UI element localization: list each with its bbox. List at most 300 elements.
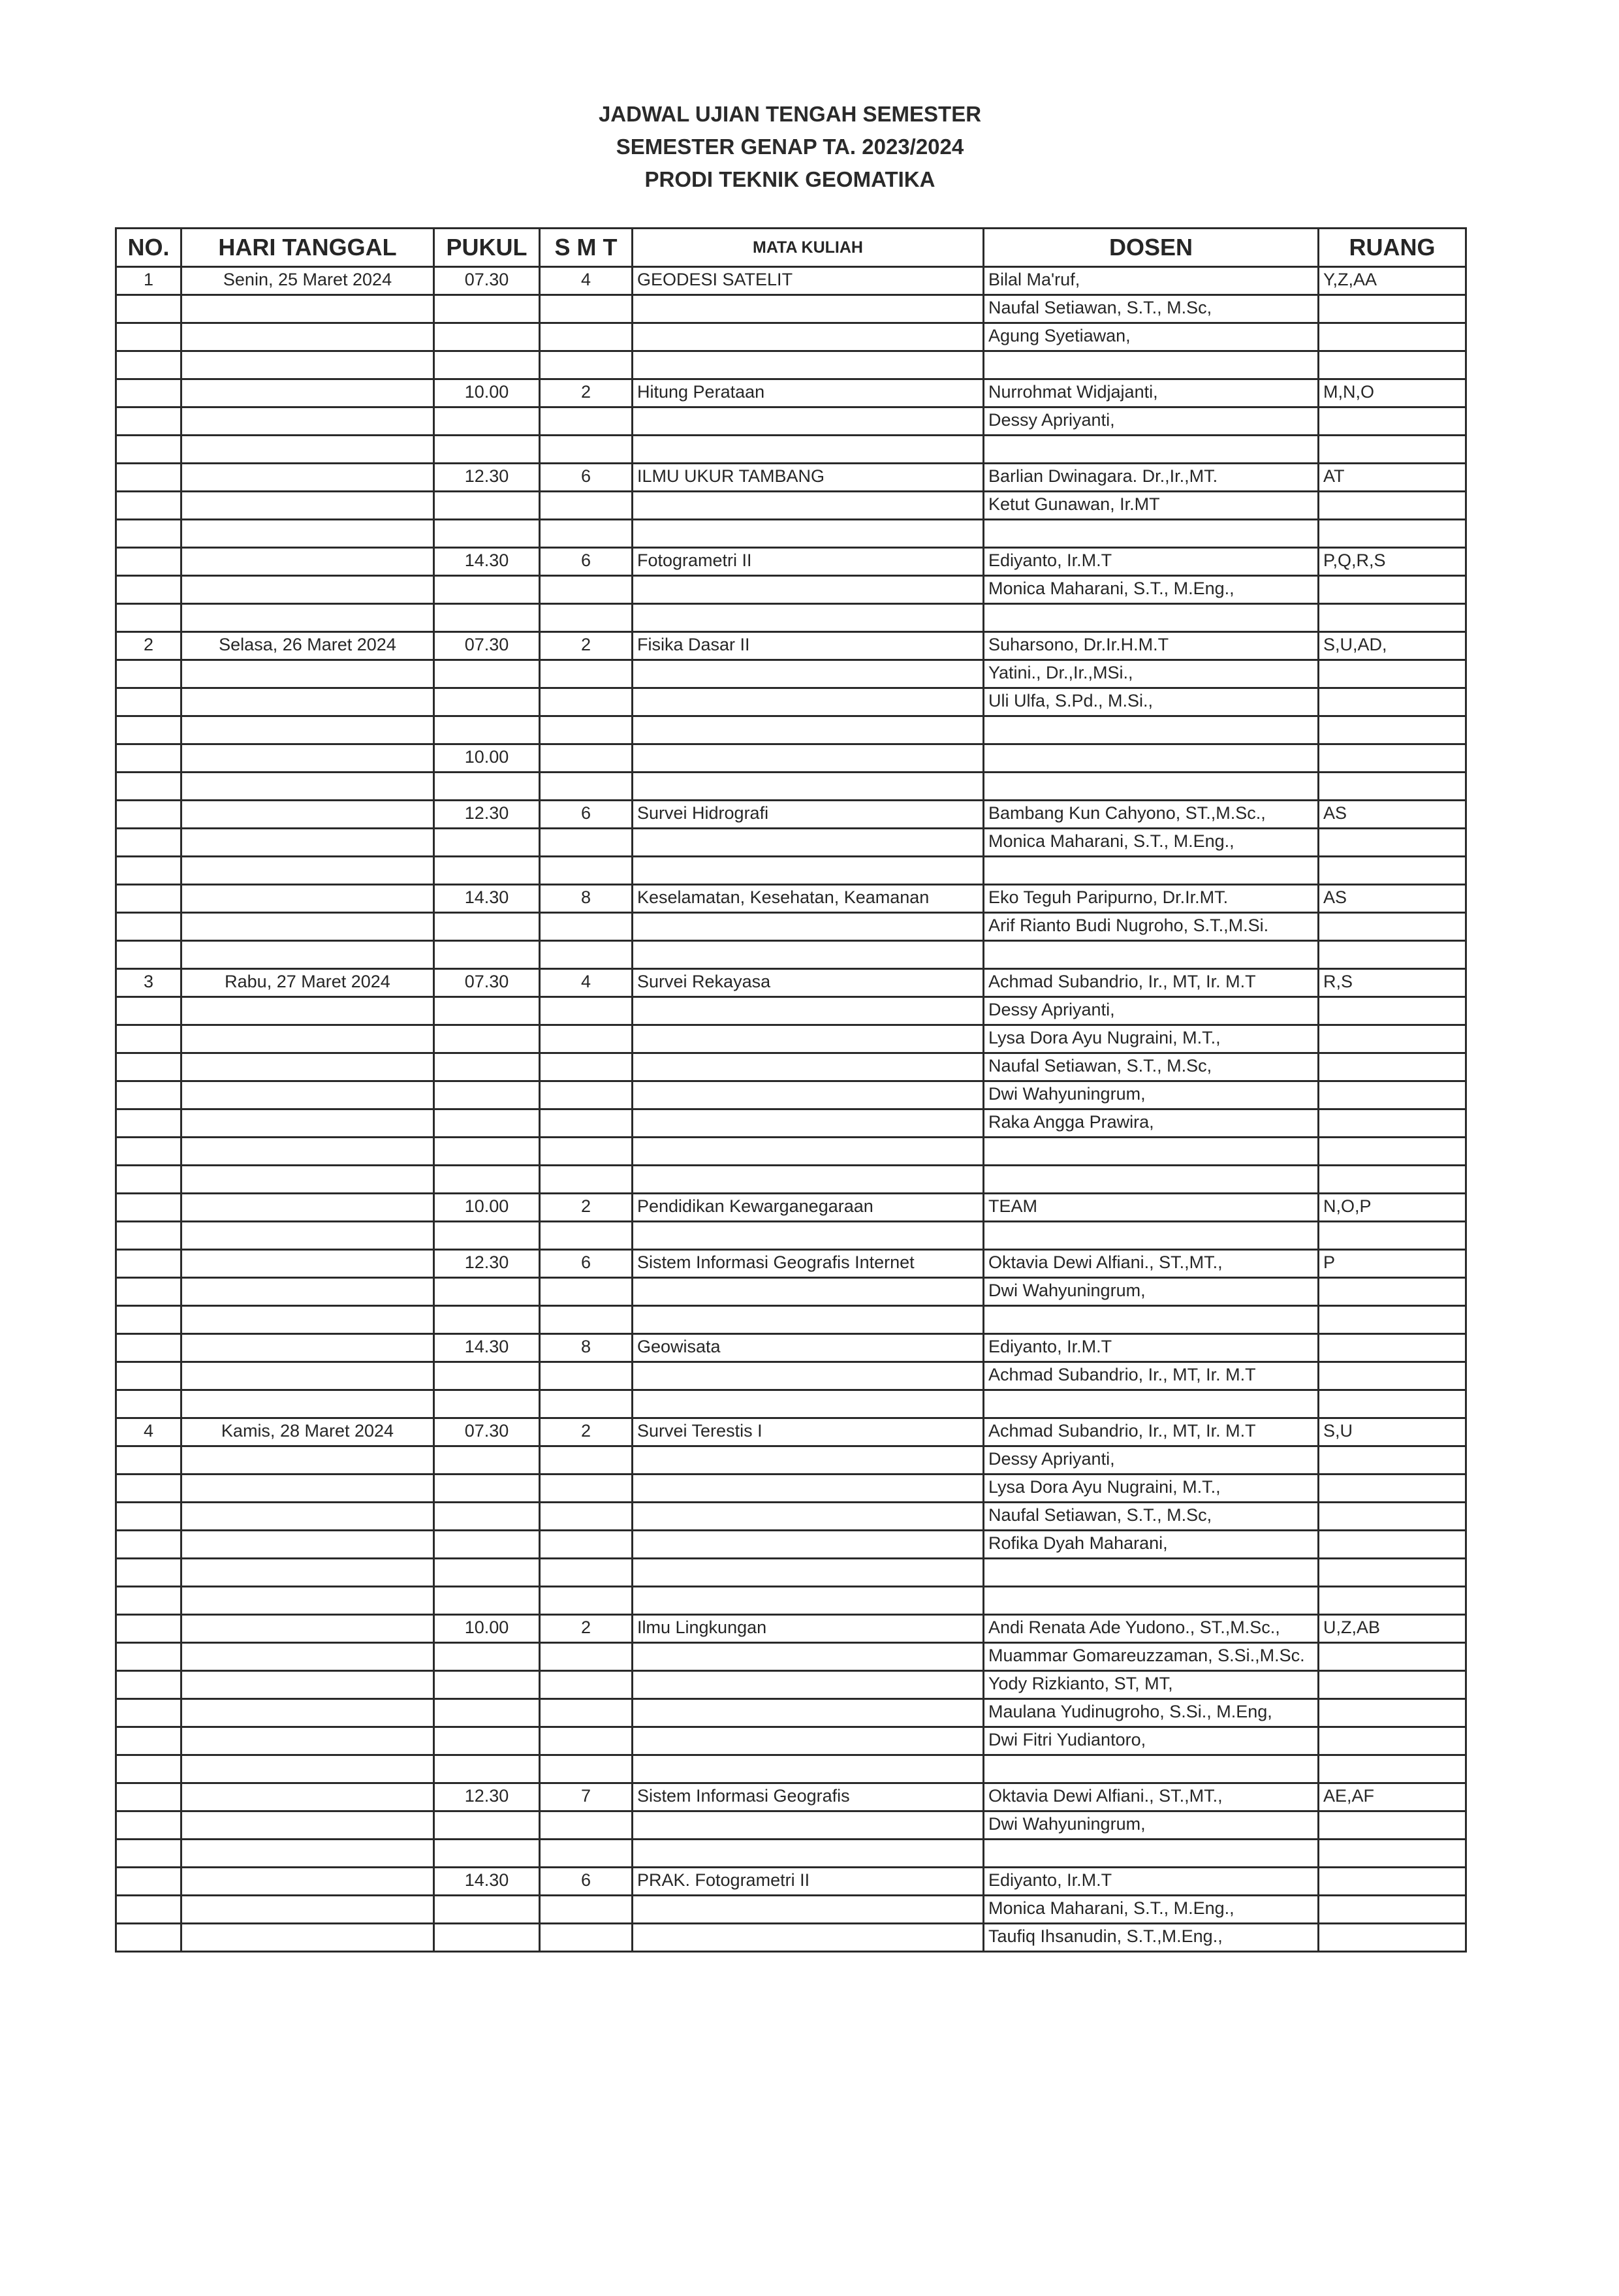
cell-pukul — [434, 1446, 540, 1475]
table-row — [116, 1306, 1466, 1334]
cell-pukul — [434, 1166, 540, 1194]
cell-dosen — [984, 351, 1319, 379]
cell-dosen: Arif Rianto Budi Nugroho, S.T.,M.Si. — [984, 913, 1319, 941]
cell-ruang: AS — [1319, 801, 1466, 829]
cell-pukul: 07.30 — [434, 632, 540, 660]
cell-mata-kuliah: Survei Rekayasa — [633, 969, 984, 997]
table-row — [116, 1727, 1466, 1755]
table-row — [116, 1531, 1466, 1559]
cell-ruang — [1319, 576, 1466, 604]
cell-smt — [540, 1138, 633, 1166]
cell-smt — [540, 1222, 633, 1250]
table-row — [116, 1783, 1466, 1811]
cell-dosen — [984, 1166, 1319, 1194]
cell-no — [116, 1475, 181, 1503]
table-row — [116, 1166, 1466, 1194]
cell-smt — [540, 576, 633, 604]
cell-mata-kuliah — [633, 1166, 984, 1194]
cell-no — [116, 1081, 181, 1109]
cell-mata-kuliah — [633, 436, 984, 464]
cell-mata-kuliah — [633, 1671, 984, 1699]
cell-hari-tanggal — [181, 1334, 434, 1362]
cell-dosen: Achmad Subandrio, Ir., MT, Ir. M.T — [984, 969, 1319, 997]
cell-ruang — [1319, 1755, 1466, 1783]
header-dosen: DOSEN — [984, 229, 1319, 267]
cell-mata-kuliah: Geowisata — [633, 1334, 984, 1362]
cell-ruang — [1319, 492, 1466, 520]
cell-smt — [540, 1924, 633, 1952]
table-row — [116, 1699, 1466, 1727]
table-row — [116, 407, 1466, 436]
cell-pukul — [434, 716, 540, 744]
cell-hari-tanggal — [181, 1643, 434, 1671]
cell-ruang — [1319, 1109, 1466, 1138]
cell-smt — [540, 1559, 633, 1587]
cell-pukul: 07.30 — [434, 969, 540, 997]
cell-no — [116, 464, 181, 492]
header-pukul: PUKUL — [434, 229, 540, 267]
cell-pukul: 14.30 — [434, 548, 540, 576]
table-row — [116, 1025, 1466, 1053]
cell-hari-tanggal — [181, 1671, 434, 1699]
cell-mata-kuliah — [633, 604, 984, 632]
header-hari-tanggal: HARI TANGGAL — [181, 229, 434, 267]
table-row — [116, 1896, 1466, 1924]
cell-dosen — [984, 716, 1319, 744]
cell-pukul — [434, 520, 540, 548]
cell-pukul — [434, 1081, 540, 1109]
cell-dosen: Andi Renata Ade Yudono., ST.,M.Sc., — [984, 1615, 1319, 1643]
cell-hari-tanggal — [181, 829, 434, 857]
cell-hari-tanggal — [181, 1166, 434, 1194]
table-row — [116, 801, 1466, 829]
cell-dosen: Muammar Gomareuzzaman, S.Si.,M.Sc. — [984, 1643, 1319, 1671]
cell-no — [116, 1811, 181, 1840]
cell-pukul — [434, 1362, 540, 1390]
cell-pukul — [434, 323, 540, 351]
cell-hari-tanggal — [181, 1362, 434, 1390]
cell-no — [116, 295, 181, 323]
cell-hari-tanggal — [181, 1783, 434, 1811]
cell-no — [116, 1896, 181, 1924]
cell-no — [116, 801, 181, 829]
cell-hari-tanggal — [181, 1755, 434, 1783]
cell-mata-kuliah — [633, 773, 984, 801]
cell-hari-tanggal — [181, 1025, 434, 1053]
cell-mata-kuliah — [633, 1306, 984, 1334]
cell-dosen: Oktavia Dewi Alfiani., ST.,MT., — [984, 1250, 1319, 1278]
cell-mata-kuliah: Keselamatan, Kesehatan, Keamanan — [633, 885, 984, 913]
cell-ruang — [1319, 941, 1466, 969]
cell-ruang — [1319, 1587, 1466, 1615]
cell-smt: 6 — [540, 464, 633, 492]
cell-pukul — [434, 1896, 540, 1924]
cell-mata-kuliah — [633, 1475, 984, 1503]
cell-smt — [540, 1446, 633, 1475]
cell-mata-kuliah — [633, 1840, 984, 1868]
cell-ruang — [1319, 1868, 1466, 1896]
cell-no — [116, 1840, 181, 1868]
cell-hari-tanggal — [181, 801, 434, 829]
cell-smt: 6 — [540, 1250, 633, 1278]
cell-dosen — [984, 941, 1319, 969]
cell-hari-tanggal — [181, 520, 434, 548]
cell-hari-tanggal — [181, 716, 434, 744]
cell-smt — [540, 1166, 633, 1194]
cell-ruang — [1319, 1643, 1466, 1671]
cell-dosen — [984, 1559, 1319, 1587]
cell-mata-kuliah — [633, 1390, 984, 1418]
cell-no — [116, 1868, 181, 1896]
cell-dosen: Uli Ulfa, S.Pd., M.Si., — [984, 688, 1319, 716]
cell-no — [116, 1446, 181, 1475]
cell-ruang — [1319, 660, 1466, 688]
cell-pukul — [434, 1138, 540, 1166]
cell-smt — [540, 660, 633, 688]
cell-pukul — [434, 1053, 540, 1081]
cell-smt: 2 — [540, 632, 633, 660]
cell-no — [116, 407, 181, 436]
cell-mata-kuliah — [633, 660, 984, 688]
cell-hari-tanggal — [181, 688, 434, 716]
cell-ruang: U,Z,AB — [1319, 1615, 1466, 1643]
cell-smt — [540, 436, 633, 464]
cell-ruang — [1319, 351, 1466, 379]
cell-no — [116, 744, 181, 773]
cell-smt — [540, 1699, 633, 1727]
cell-no — [116, 1587, 181, 1615]
cell-hari-tanggal — [181, 1390, 434, 1418]
cell-ruang — [1319, 520, 1466, 548]
cell-hari-tanggal — [181, 1896, 434, 1924]
table-row — [116, 323, 1466, 351]
cell-pukul — [434, 997, 540, 1025]
cell-ruang — [1319, 829, 1466, 857]
cell-mata-kuliah: Ilmu Lingkungan — [633, 1615, 984, 1643]
cell-no — [116, 773, 181, 801]
cell-no — [116, 1783, 181, 1811]
cell-ruang — [1319, 323, 1466, 351]
cell-pukul — [434, 1924, 540, 1952]
cell-no — [116, 1615, 181, 1643]
cell-mata-kuliah — [633, 323, 984, 351]
cell-ruang — [1319, 1531, 1466, 1559]
cell-dosen — [984, 773, 1319, 801]
cell-smt — [540, 829, 633, 857]
cell-dosen: Achmad Subandrio, Ir., MT, Ir. M.T — [984, 1418, 1319, 1446]
cell-dosen — [984, 520, 1319, 548]
table-row — [116, 351, 1466, 379]
table-row — [116, 632, 1466, 660]
cell-ruang — [1319, 913, 1466, 941]
cell-mata-kuliah: Survei Hidrografi — [633, 801, 984, 829]
cell-pukul — [434, 1109, 540, 1138]
cell-pukul: 07.30 — [434, 267, 540, 295]
cell-mata-kuliah — [633, 913, 984, 941]
cell-dosen — [984, 604, 1319, 632]
cell-dosen: Agung Syetiawan, — [984, 323, 1319, 351]
cell-no — [116, 492, 181, 520]
cell-no — [116, 913, 181, 941]
cell-mata-kuliah — [633, 1531, 984, 1559]
table-row — [116, 885, 1466, 913]
table-row — [116, 1250, 1466, 1278]
cell-hari-tanggal — [181, 1811, 434, 1840]
cell-dosen — [984, 857, 1319, 885]
cell-mata-kuliah — [633, 1109, 984, 1138]
table-row — [116, 1081, 1466, 1109]
cell-ruang: N,O,P — [1319, 1194, 1466, 1222]
cell-hari-tanggal — [181, 1727, 434, 1755]
cell-hari-tanggal — [181, 1053, 434, 1081]
table-row — [116, 576, 1466, 604]
cell-no — [116, 379, 181, 407]
cell-ruang — [1319, 997, 1466, 1025]
table-row — [116, 1138, 1466, 1166]
cell-pukul — [434, 295, 540, 323]
cell-pukul — [434, 1699, 540, 1727]
cell-smt: 2 — [540, 1418, 633, 1446]
cell-hari-tanggal — [181, 604, 434, 632]
cell-no — [116, 1025, 181, 1053]
cell-ruang — [1319, 436, 1466, 464]
cell-pukul — [434, 1559, 540, 1587]
cell-dosen: Bilal Ma'ruf, — [984, 267, 1319, 295]
cell-smt: 6 — [540, 801, 633, 829]
table-row — [116, 913, 1466, 941]
table-row — [116, 1643, 1466, 1671]
cell-mata-kuliah — [633, 997, 984, 1025]
cell-pukul — [434, 1025, 540, 1053]
cell-dosen: Dessy Apriyanti, — [984, 1446, 1319, 1475]
cell-smt — [540, 1025, 633, 1053]
table-header-row — [116, 229, 1466, 267]
cell-ruang — [1319, 407, 1466, 436]
cell-hari-tanggal — [181, 464, 434, 492]
cell-dosen — [984, 1138, 1319, 1166]
cell-no — [116, 1699, 181, 1727]
cell-hari-tanggal — [181, 1475, 434, 1503]
cell-ruang — [1319, 1138, 1466, 1166]
cell-ruang: AE,AF — [1319, 1783, 1466, 1811]
cell-hari-tanggal — [181, 1278, 434, 1306]
cell-no — [116, 351, 181, 379]
cell-hari-tanggal — [181, 1222, 434, 1250]
cell-ruang — [1319, 688, 1466, 716]
table-row — [116, 660, 1466, 688]
cell-no — [116, 1755, 181, 1783]
cell-pukul — [434, 1755, 540, 1783]
cell-no — [116, 1503, 181, 1531]
cell-mata-kuliah — [633, 1503, 984, 1531]
cell-hari-tanggal: Rabu, 27 Maret 2024 — [181, 969, 434, 997]
cell-ruang: M,N,O — [1319, 379, 1466, 407]
cell-mata-kuliah: Sistem Informasi Geografis Internet — [633, 1250, 984, 1278]
cell-no — [116, 1222, 181, 1250]
cell-smt: 6 — [540, 548, 633, 576]
table-row — [116, 1222, 1466, 1250]
cell-pukul — [434, 1811, 540, 1840]
cell-hari-tanggal — [181, 295, 434, 323]
cell-pukul — [434, 688, 540, 716]
table-row — [116, 1587, 1466, 1615]
cell-pukul — [434, 1727, 540, 1755]
table-row — [116, 295, 1466, 323]
table-row — [116, 969, 1466, 997]
cell-smt — [540, 1306, 633, 1334]
cell-hari-tanggal — [181, 1531, 434, 1559]
cell-dosen: Yatini., Dr.,Ir.,MSi., — [984, 660, 1319, 688]
cell-pukul — [434, 1278, 540, 1306]
cell-ruang — [1319, 1727, 1466, 1755]
cell-no — [116, 1109, 181, 1138]
table-row — [116, 744, 1466, 773]
cell-ruang — [1319, 295, 1466, 323]
cell-no — [116, 1250, 181, 1278]
cell-hari-tanggal — [181, 997, 434, 1025]
cell-mata-kuliah — [633, 857, 984, 885]
cell-mata-kuliah — [633, 295, 984, 323]
title-line-2: SEMESTER GENAP TA. 2023/2024 — [616, 135, 964, 159]
cell-ruang — [1319, 1306, 1466, 1334]
cell-hari-tanggal — [181, 1306, 434, 1334]
cell-ruang — [1319, 744, 1466, 773]
cell-ruang — [1319, 1811, 1466, 1840]
table-row — [116, 688, 1466, 716]
cell-smt: 8 — [540, 1334, 633, 1362]
cell-pukul — [434, 1531, 540, 1559]
cell-no — [116, 576, 181, 604]
cell-hari-tanggal — [181, 773, 434, 801]
cell-hari-tanggal — [181, 941, 434, 969]
cell-no — [116, 997, 181, 1025]
cell-ruang — [1319, 716, 1466, 744]
cell-hari-tanggal — [181, 548, 434, 576]
cell-pukul — [434, 351, 540, 379]
cell-ruang — [1319, 1222, 1466, 1250]
cell-pukul — [434, 941, 540, 969]
cell-smt — [540, 295, 633, 323]
cell-ruang — [1319, 1840, 1466, 1868]
cell-smt — [540, 604, 633, 632]
table-row — [116, 829, 1466, 857]
cell-ruang: Y,Z,AA — [1319, 267, 1466, 295]
cell-hari-tanggal — [181, 1587, 434, 1615]
cell-smt — [540, 744, 633, 773]
cell-pukul: 14.30 — [434, 885, 540, 913]
cell-pukul — [434, 913, 540, 941]
cell-dosen: Lysa Dora Ayu Nugraini, M.T., — [984, 1025, 1319, 1053]
cell-smt — [540, 1896, 633, 1924]
document-header — [0, 98, 1580, 196]
cell-smt — [540, 351, 633, 379]
cell-mata-kuliah — [633, 520, 984, 548]
cell-no — [116, 548, 181, 576]
cell-smt — [540, 773, 633, 801]
cell-no: 3 — [116, 969, 181, 997]
table-row — [116, 379, 1466, 407]
cell-mata-kuliah — [633, 1699, 984, 1727]
cell-mata-kuliah — [633, 1138, 984, 1166]
cell-dosen: Naufal Setiawan, S.T., M.Sc, — [984, 1503, 1319, 1531]
cell-no — [116, 857, 181, 885]
cell-no — [116, 1559, 181, 1587]
cell-dosen: Suharsono, Dr.Ir.H.M.T — [984, 632, 1319, 660]
cell-no — [116, 520, 181, 548]
cell-dosen: Monica Maharani, S.T., M.Eng., — [984, 829, 1319, 857]
cell-mata-kuliah — [633, 1222, 984, 1250]
cell-smt — [540, 1840, 633, 1868]
table-row — [116, 1671, 1466, 1699]
cell-dosen: Dwi Fitri Yudiantoro, — [984, 1727, 1319, 1755]
cell-no: 4 — [116, 1418, 181, 1446]
table-row — [116, 1503, 1466, 1531]
cell-smt: 7 — [540, 1783, 633, 1811]
cell-ruang: S,U — [1319, 1418, 1466, 1446]
cell-dosen: Dwi Wahyuningrum, — [984, 1811, 1319, 1840]
cell-mata-kuliah — [633, 1924, 984, 1952]
cell-ruang — [1319, 857, 1466, 885]
cell-hari-tanggal — [181, 1503, 434, 1531]
table-row — [116, 857, 1466, 885]
cell-mata-kuliah — [633, 1053, 984, 1081]
cell-no — [116, 1053, 181, 1081]
cell-dosen: Maulana Yudinugroho, S.Si., M.Eng, — [984, 1699, 1319, 1727]
cell-ruang — [1319, 1362, 1466, 1390]
cell-dosen: Lysa Dora Ayu Nugraini, M.T., — [984, 1475, 1319, 1503]
cell-dosen: Ediyanto, Ir.M.T — [984, 548, 1319, 576]
cell-pukul: 10.00 — [434, 1615, 540, 1643]
cell-dosen — [984, 436, 1319, 464]
cell-mata-kuliah: Sistem Informasi Geografis — [633, 1783, 984, 1811]
cell-pukul: 12.30 — [434, 1783, 540, 1811]
cell-dosen: Yody Rizkianto, ST, MT, — [984, 1671, 1319, 1699]
cell-ruang: P,Q,R,S — [1319, 548, 1466, 576]
cell-no — [116, 1390, 181, 1418]
cell-dosen: Taufiq Ihsanudin, S.T.,M.Eng., — [984, 1924, 1319, 1952]
cell-no — [116, 1362, 181, 1390]
cell-pukul — [434, 576, 540, 604]
cell-pukul — [434, 1587, 540, 1615]
cell-pukul — [434, 492, 540, 520]
cell-hari-tanggal — [181, 1081, 434, 1109]
cell-no — [116, 436, 181, 464]
cell-dosen: Barlian Dwinagara. Dr.,Ir.,MT. — [984, 464, 1319, 492]
cell-ruang — [1319, 604, 1466, 632]
cell-pukul — [434, 1390, 540, 1418]
cell-dosen: Oktavia Dewi Alfiani., ST.,MT., — [984, 1783, 1319, 1811]
cell-mata-kuliah — [633, 1811, 984, 1840]
cell-smt — [540, 688, 633, 716]
cell-no — [116, 1138, 181, 1166]
cell-mata-kuliah — [633, 1727, 984, 1755]
cell-dosen — [984, 1840, 1319, 1868]
table-row — [116, 604, 1466, 632]
cell-dosen — [984, 1306, 1319, 1334]
cell-ruang — [1319, 1053, 1466, 1081]
cell-pukul — [434, 829, 540, 857]
exam-schedule-table — [115, 227, 1467, 1953]
cell-mata-kuliah: GEODESI SATELIT — [633, 267, 984, 295]
cell-no — [116, 716, 181, 744]
table-row — [116, 1390, 1466, 1418]
cell-pukul: 14.30 — [434, 1334, 540, 1362]
cell-no — [116, 941, 181, 969]
cell-smt — [540, 941, 633, 969]
cell-mata-kuliah — [633, 688, 984, 716]
cell-dosen — [984, 744, 1319, 773]
cell-pukul — [434, 857, 540, 885]
